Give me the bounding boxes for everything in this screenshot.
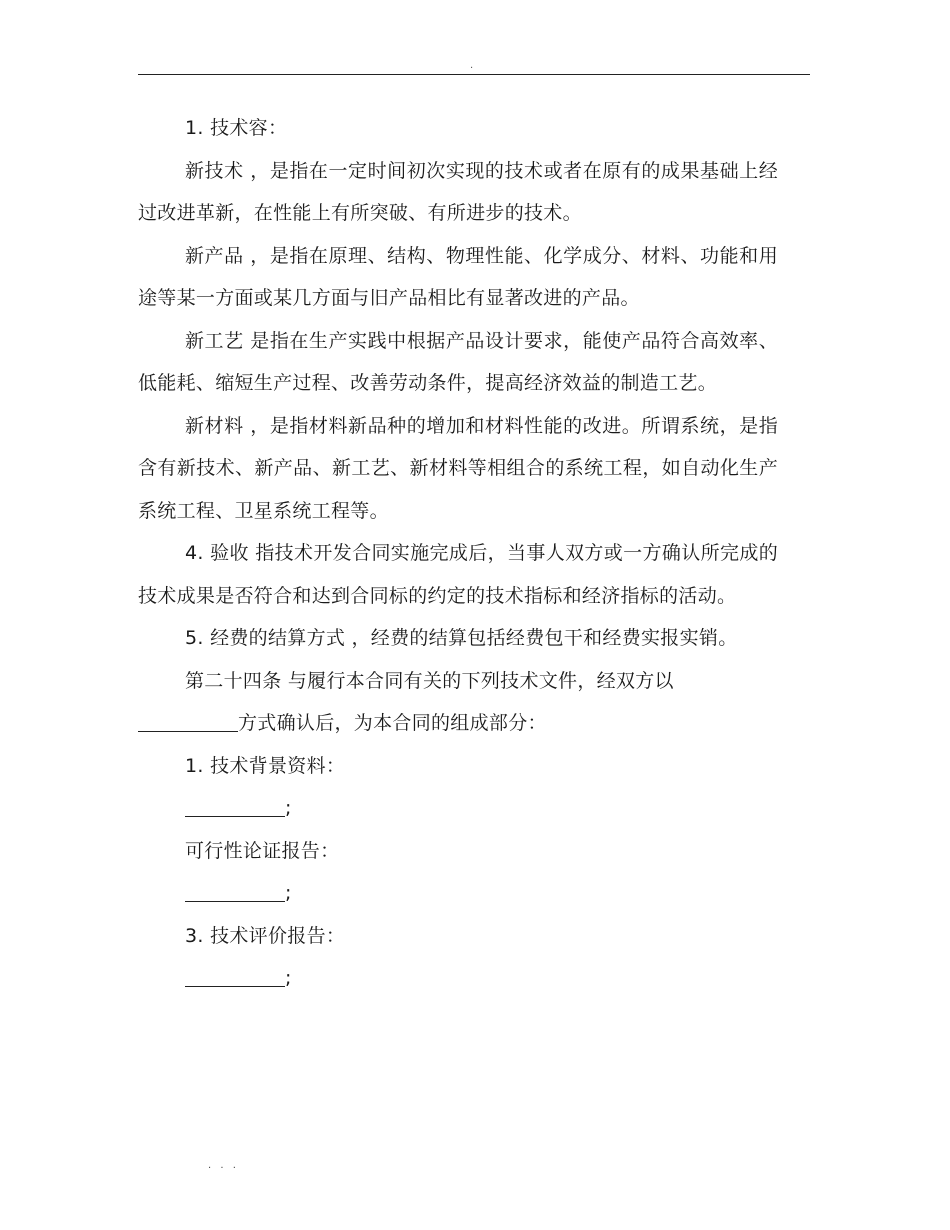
blank-suffix: ; — [285, 797, 292, 819]
header-rule — [138, 74, 810, 75]
item-tech-background-blank-line — [138, 787, 778, 830]
blank-field-method[interactable] — [138, 711, 238, 732]
paragraph-new-process: 新工艺 是指在生产实践中根据产品设计要求，能使产品符合高效率、低能耗、缩短生产过程、改善劳动条件，提高经济效益的制造工艺。 — [138, 329, 778, 394]
item-tech-evaluation: 3. 技术评价报告： — [185, 924, 346, 947]
blank-field-tech-background[interactable] — [185, 796, 285, 817]
blank-suffix: ; — [285, 967, 292, 989]
paragraph-settlement: 5. 经费的结算方式 ，经费的结算包括经费包干和经费实报实销。 — [185, 627, 738, 649]
footer-mark: . . . — [208, 1160, 239, 1171]
paragraph-new-material: 新材料 ，是指材料新品种的增加和材料性能的改进。所谓系统，是指含有新技术、新产品、新工艺、新材料等相组合的系统工程，如自动化生产系统工程、卫星系统工程等。 — [138, 414, 778, 522]
section-heading-tech-content: 1. 技术容： — [185, 117, 288, 139]
blank-field-tech-evaluation[interactable] — [185, 966, 285, 987]
document-body — [138, 107, 778, 1000]
blank-field-feasibility[interactable] — [185, 881, 285, 902]
blank-suffix: ; — [285, 882, 292, 904]
item-feasibility-blank-line — [138, 872, 778, 915]
item-feasibility-report: 可行性论证报告： — [185, 839, 340, 862]
paragraph-new-technology: 新技术 ，是指在一定时间初次实现的技术或者在原有的成果基础上经过改进革新，在性能上有所突破、有所进步的技术。 — [138, 159, 778, 224]
paragraph-new-product: 新产品 ，是指在原理、结构、物理性能、化学成分、材料、功能和用途等某一方面或某几方面与旧产品相比有显著改进的产品。 — [138, 244, 778, 309]
article-24-line1: 第二十四条 与履行本合同有关的下列技术文件，经双方以 — [185, 669, 674, 692]
article-24-line2 — [138, 702, 778, 745]
item-tech-background: 1. 技术背景资料： — [185, 754, 346, 777]
item-tech-evaluation-blank-line — [138, 957, 778, 1000]
header-mark: . — [470, 60, 474, 71]
paragraph-acceptance: 4. 验收 指技术开发合同实施完成后，当事人双方或一方确认所完成的技术成果是否符合和达到合同标的约定的技术指标和经济指标的活动。 — [138, 542, 778, 607]
article-24-line2-text: 方式确认后，为本合同的组成部分： — [238, 712, 547, 734]
